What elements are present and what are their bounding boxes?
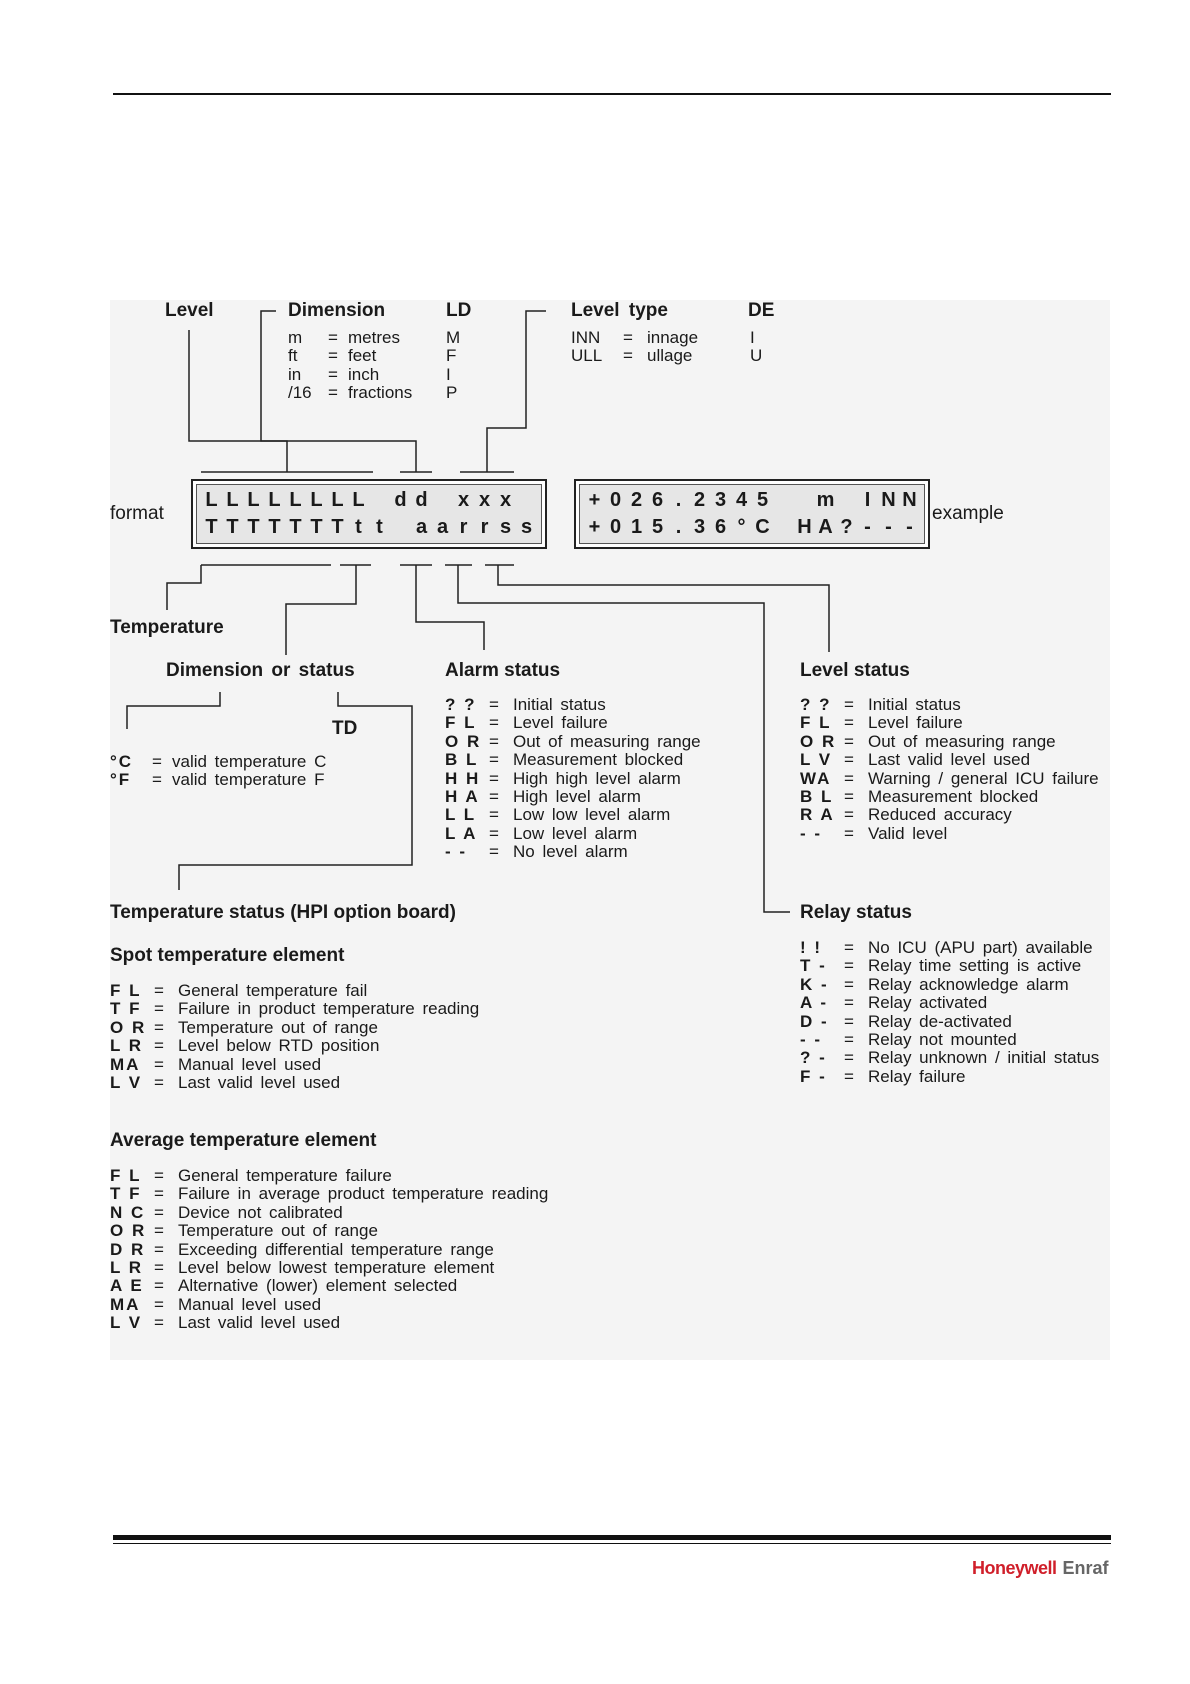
level-status-list	[800, 696, 1099, 843]
display-char: L	[205, 489, 218, 511]
display-char: +	[588, 516, 601, 538]
display-char: I	[864, 489, 871, 511]
list-item: L V = Last valid level used	[110, 1073, 341, 1093]
display-char: L	[247, 489, 260, 511]
example-label: example	[932, 503, 1004, 524]
list-item: m = metres	[288, 328, 400, 347]
display-char	[369, 487, 390, 514]
list-item: L R = Level below RTD position	[110, 1036, 380, 1056]
list-item: O R = Out of measuring range	[800, 731, 1056, 751]
alarm-status-list	[445, 696, 701, 862]
list-item: INN = innage	[571, 328, 699, 347]
display-char: d	[394, 489, 407, 511]
example-display	[574, 479, 930, 549]
list-item: T F = Failure in average product temperature reading	[110, 1184, 549, 1204]
relay-status-list	[800, 939, 1099, 1086]
display-row	[201, 487, 537, 514]
list-item: L V = Last valid level used	[800, 750, 1031, 770]
list-item: L R = Level below lowest temperature element	[110, 1258, 495, 1278]
list-item: R A = Reduced accuracy	[800, 805, 1012, 825]
display-char: T	[310, 516, 323, 538]
list-item: ? - = Relay unknown / initial status	[800, 1048, 1100, 1068]
display-char: 4	[735, 489, 748, 511]
temperature-status-heading: Temperature status (HPI option board)	[110, 902, 456, 923]
temp-unit-list	[110, 753, 326, 790]
ld-heading: LD	[446, 300, 472, 321]
list-item: T F = Failure in product temperature reading	[110, 999, 480, 1019]
display-char: T	[268, 516, 281, 538]
display-char	[773, 514, 794, 541]
display-char: -	[906, 516, 913, 538]
display-char: 0	[609, 489, 622, 511]
list-item: F - = Relay failure	[800, 1066, 966, 1086]
level-type-list	[571, 329, 698, 366]
display-char: .	[675, 516, 682, 538]
display-row	[201, 514, 537, 541]
list-item: F L = General temperature fail	[110, 981, 368, 1000]
display-char: A	[818, 516, 833, 538]
alarm-status-heading: Alarm status	[445, 660, 561, 681]
display-char: t	[355, 516, 362, 538]
display-char: m	[816, 489, 835, 511]
display-char: T	[226, 516, 239, 538]
list-item: ft = feet	[288, 346, 377, 366]
display-char: a	[415, 516, 428, 538]
list-item: F L = General temperature failure	[110, 1166, 392, 1185]
list-item: H A = High level alarm	[445, 787, 641, 807]
list-item: MA = Manual level used	[110, 1054, 322, 1074]
display-char: L	[289, 489, 302, 511]
list-item: U	[750, 346, 763, 366]
list-item: D R = Exceeding differential temperature range	[110, 1239, 494, 1259]
display-char: 2	[693, 489, 706, 511]
display-row	[584, 487, 920, 514]
display-char: -	[885, 516, 892, 538]
list-item: L A = Low level alarm	[445, 823, 638, 843]
list-item: H H = High high level alarm	[445, 768, 681, 788]
list-item: °F = valid temperature F	[110, 770, 325, 790]
footer-rule	[113, 1535, 1111, 1540]
list-item: /16 = fractions	[288, 383, 413, 403]
list-item: I	[750, 328, 755, 347]
display-char: 0	[609, 516, 622, 538]
list-item: O R = Out of measuring range	[445, 731, 701, 751]
display-char: T	[331, 516, 344, 538]
display-char: 2	[630, 489, 643, 511]
list-item: ? ? = Initial status	[445, 695, 606, 714]
display-char: -	[864, 516, 871, 538]
list-item: °C = valid temperature C	[110, 752, 327, 771]
dimension-list	[288, 329, 412, 403]
average-temperature-list	[110, 1167, 548, 1333]
display-char: r	[459, 516, 468, 538]
list-item: ? ? = Initial status	[800, 695, 961, 714]
display-char: T	[205, 516, 218, 538]
list-item: - - = No level alarm	[445, 842, 628, 862]
list-item: M	[446, 328, 461, 347]
list-item: ULL = ullage	[571, 346, 693, 366]
display-char: t	[376, 516, 383, 538]
level-status-heading: Level status	[800, 660, 910, 681]
ld-list	[446, 329, 460, 403]
level-heading: Level	[165, 300, 214, 321]
display-char: .	[675, 489, 682, 511]
display-char: H	[797, 516, 812, 538]
list-item: D - = Relay de-activated	[800, 1011, 1012, 1031]
display-char: T	[247, 516, 260, 538]
header-rule	[113, 93, 1111, 95]
display-char: N	[881, 489, 896, 511]
display-char: r	[480, 516, 489, 538]
list-item: - - = Valid level	[800, 823, 948, 843]
list-item: in = inch	[288, 364, 380, 384]
display-char	[794, 487, 815, 514]
display-char: °	[737, 516, 746, 538]
list-item: P	[446, 383, 458, 403]
spot-temperature-heading: Spot temperature element	[110, 945, 345, 966]
list-item: A E = Alternative (lower) element selected	[110, 1276, 458, 1296]
display-char: 6	[714, 516, 727, 538]
brand-logo: Honeywell Enraf	[972, 1558, 1109, 1578]
list-item: F	[446, 346, 457, 366]
display-char: 3	[693, 516, 706, 538]
list-item: B L = Measurement blocked	[445, 750, 684, 770]
display-char: L	[226, 489, 239, 511]
display-char: a	[436, 516, 449, 538]
display-char: s	[499, 516, 512, 538]
list-item: O R = Temperature out of range	[110, 1221, 378, 1241]
format-label: format	[110, 503, 164, 524]
display-char: x	[478, 489, 491, 511]
display-char: L	[268, 489, 281, 511]
display-char	[773, 487, 794, 514]
display-char: 5	[756, 489, 769, 511]
average-temperature-heading: Average temperature element	[110, 1130, 377, 1151]
list-item: I	[446, 364, 451, 384]
list-item: T - = Relay time setting is active	[800, 956, 1082, 976]
display-char	[432, 487, 453, 514]
list-item: N C = Device not calibrated	[110, 1202, 343, 1222]
footer-rule-thin	[113, 1543, 1111, 1544]
de-heading: DE	[748, 300, 775, 321]
list-item: MA = Manual level used	[110, 1294, 322, 1314]
display-char: L	[310, 489, 323, 511]
list-item: B L = Measurement blocked	[800, 787, 1039, 807]
display-char: x	[499, 489, 512, 511]
display-char	[836, 487, 857, 514]
display-row	[584, 514, 920, 541]
list-item: O R = Temperature out of range	[110, 1017, 378, 1037]
display-char: C	[755, 516, 770, 538]
temperature-heading: Temperature	[110, 617, 224, 638]
display-char: ?	[840, 516, 853, 538]
list-item: F L = Level failure	[445, 713, 608, 733]
display-char: x	[457, 489, 470, 511]
list-item: K - = Relay acknowledge alarm	[800, 974, 1069, 994]
list-item: A - = Relay activated	[800, 993, 988, 1013]
display-char: T	[289, 516, 302, 538]
display-char: d	[415, 489, 428, 511]
display-char: N	[902, 489, 917, 511]
de-list	[750, 329, 762, 366]
level-type-heading: Level type	[571, 300, 668, 321]
display-char: L	[331, 489, 344, 511]
dimension-or-status-heading: Dimension or status	[166, 660, 355, 681]
list-item: ! ! = No ICU (APU part) available	[800, 938, 1093, 957]
list-item: L V = Last valid level used	[110, 1313, 341, 1333]
list-item: L L = Low low level alarm	[445, 805, 671, 825]
td-heading: TD	[332, 718, 358, 739]
display-char: +	[588, 489, 601, 511]
format-display	[191, 479, 547, 549]
dimension-heading: Dimension	[288, 300, 386, 321]
list-item: F L = Level failure	[800, 713, 963, 733]
display-char: 1	[630, 516, 643, 538]
display-char: 6	[651, 489, 664, 511]
relay-status-heading: Relay status	[800, 902, 912, 923]
list-item: WA = Warning / general ICU failure	[800, 768, 1099, 788]
display-char: s	[520, 516, 533, 538]
spot-temperature-list	[110, 982, 479, 1092]
display-char: 5	[651, 516, 664, 538]
display-char: L	[352, 489, 365, 511]
display-char	[390, 514, 411, 541]
display-char: 3	[714, 489, 727, 511]
list-item: - - = Relay not mounted	[800, 1030, 1017, 1050]
